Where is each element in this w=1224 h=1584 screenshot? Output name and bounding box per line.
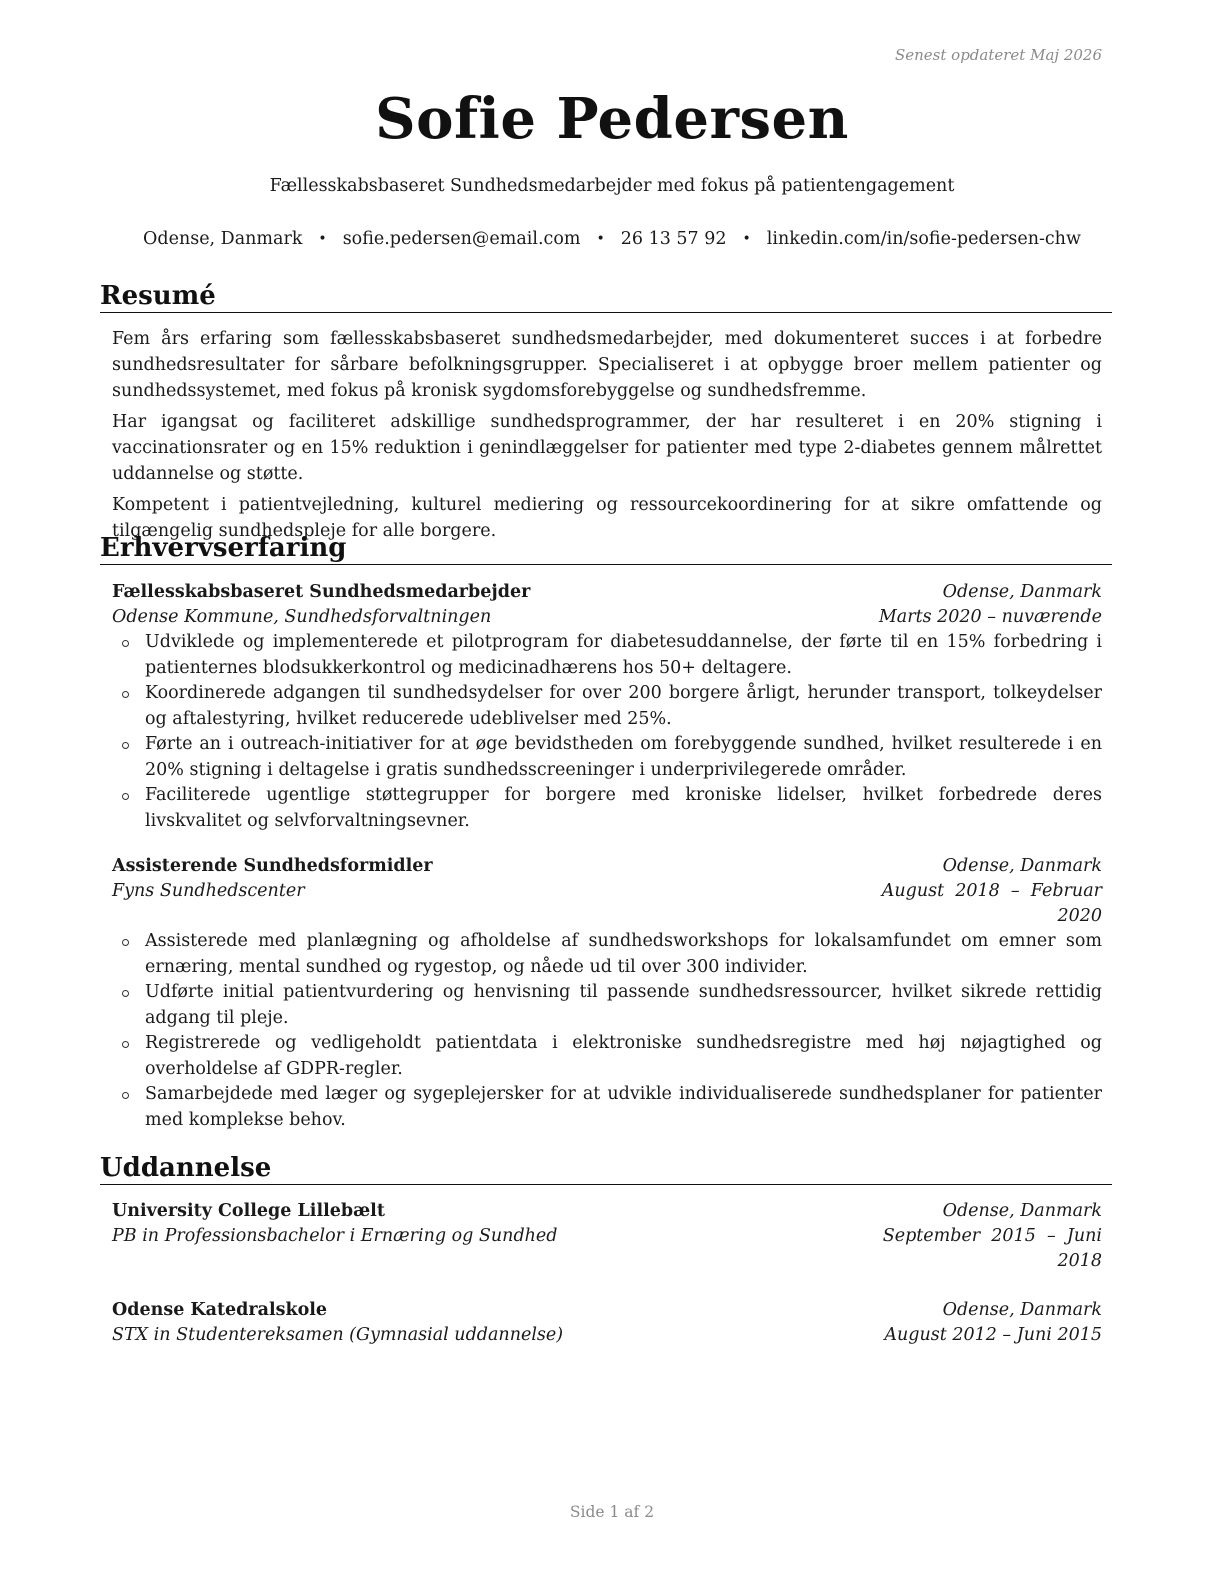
contact-email[interactable]: sofie.pedersen@email.com [342,229,581,249]
summary-paragraph: Fem års erfaring som fællesskabsbaseret sundhedsmedarbejder, med dokumenteret succes i at forbedre sundhedsresultater for sårbare befolkningsgrupper. Specialiseret i at opbygge broer mellem patienter og sundhedssystemet, med fokus på kronisk sygdomsforebyggelse og sundhedsfremme. [112,329,1102,401]
job-dates: August 2018 – Februar [881,881,1102,901]
school-location: Odense, Danmark [942,1201,1102,1221]
section-heading-education: Uddannelse [100,1152,1112,1185]
job-location: Odense, Danmark [942,856,1102,876]
education-entry [112,1298,1102,1348]
last-updated: Senest opdateret Maj 2026 [894,46,1102,64]
circle-bullet-icon [122,640,129,647]
list-item: Udførte initial patientvurdering og henvisning til passende sundhedsressourcer, hvilket sikrede rettidig adgang til pleje. [112,980,1102,1031]
job-bullet-list [112,929,1102,1133]
job-entry [112,580,1102,834]
job-title: Fællesskabsbaseret Sundhedsmedarbejder [112,582,531,602]
tagline: Fællesskabsbaseret Sundhedsmedarbejder med fokus på patientengagement [269,176,955,196]
section-heading-summary: Resumé [100,280,1112,313]
experience-section [100,532,1112,1133]
circle-bullet-icon [122,990,129,997]
education-entry [112,1199,1102,1274]
degree: PB in Professionsbachelor i Ernæring og Sundhed [112,1226,558,1246]
circle-bullet-icon [122,1041,129,1048]
education-dates: September 2015 – Juni [882,1226,1102,1246]
list-item: Assisterede med planlægning og afholdelse af sundhedsworkshops for lokalsamfundet om emner som ernæring, mental sundhed og rygestop, og nåede ud til over 300 individer. [112,929,1102,980]
contact-line [0,229,1224,249]
list-item: Koordinerede adgangen til sundhedsydelser for over 200 borgere årligt, herunder transport, tolkeydelser og aftalestyring, hvilket reducerede udeblivelser med 25%. [112,681,1102,732]
circle-bullet-icon [122,1092,129,1099]
section-heading-experience: Erhvervserfaring [100,532,1112,565]
list-item: Faciliterede ugentlige støttegrupper for borgere med kroniske lidelser, hvilket forbedrede deres livskvalitet og selvforvaltningsevner. [112,783,1102,834]
circle-bullet-icon [122,793,129,800]
bullet-separator-icon: • [318,231,327,247]
job-dates-continued: 2020 [1057,906,1102,926]
degree: STX in Studentereksamen (Gymnasial uddannelse) [112,1325,564,1345]
summary-paragraph: Har igangsat og faciliteret adskillige sundhedsprogrammer, der har resulteret i en 20% stigning i vaccinationsrater og en 15% reduktion i genindlæggelser for patienter med type 2-diabetes gennem målrettet uddannelse og støtte. [112,412,1102,484]
bullet-separator-icon: • [742,231,751,247]
job-entry [112,854,1102,1133]
job-title: Assisterende Sundhedsformidler [112,856,433,876]
school-name: Odense Katedralskole [112,1300,328,1320]
list-item: Førte an i outreach-initiativer for at øge bevidstheden om forebyggende sundhed, hvilket resulterede i en 20% stigning i deltagelse i gratis sundhedsscreeninger i underprivilegerede områder. [112,732,1102,783]
job-dates: Marts 2020 – nuværende [878,607,1102,627]
job-employer: Fyns Sundhedscenter [112,881,305,901]
page-number: Side 1 af 2 [569,1503,655,1521]
contact-linkedin[interactable]: linkedin.com/in/sofie-pedersen-chw [766,229,1081,249]
summary-section [100,280,1112,544]
bullet-separator-icon: • [596,231,605,247]
circle-bullet-icon [122,742,129,749]
list-item: Udviklede og implementerede et pilotprogram for diabetesuddannelse, der førte til en 15% forbedring i patienternes blodsukkerkontrol og medicinadhærens hos 50+ deltagere. [112,630,1102,681]
job-location: Odense, Danmark [942,582,1102,602]
summary-paragraph: Kompetent i patientvejledning, kulturel mediering og ressourcekoordinering for at sikre omfattende og tilgængelig sundhedspleje for alle borgere. [112,495,1102,541]
candidate-name: Sofie Pedersen [375,86,849,152]
circle-bullet-icon [122,691,129,698]
contact-phone[interactable]: 26 13 57 92 [620,229,727,249]
list-item: Registrerede og vedligeholdt patientdata i elektroniske sundhedsregistre med høj nøjagtighed og overholdelse af GDPR-regler. [112,1031,1102,1082]
contact-location: Odense, Danmark [143,229,303,249]
circle-bullet-icon [122,939,129,946]
list-item: Samarbejdede med læger og sygeplejersker for at udvikle individualiserede sundhedsplaner for patienter med komplekse behov. [112,1082,1102,1133]
job-bullet-list [112,630,1102,834]
education-dates: August 2012 – Juni 2015 [884,1325,1102,1345]
education-dates-continued: 2018 [1057,1251,1102,1271]
education-section [100,1152,1112,1348]
school-name: University College Lillebælt [112,1201,385,1221]
school-location: Odense, Danmark [942,1300,1102,1320]
job-employer: Odense Kommune, Sundhedsforvaltningen [112,607,492,627]
